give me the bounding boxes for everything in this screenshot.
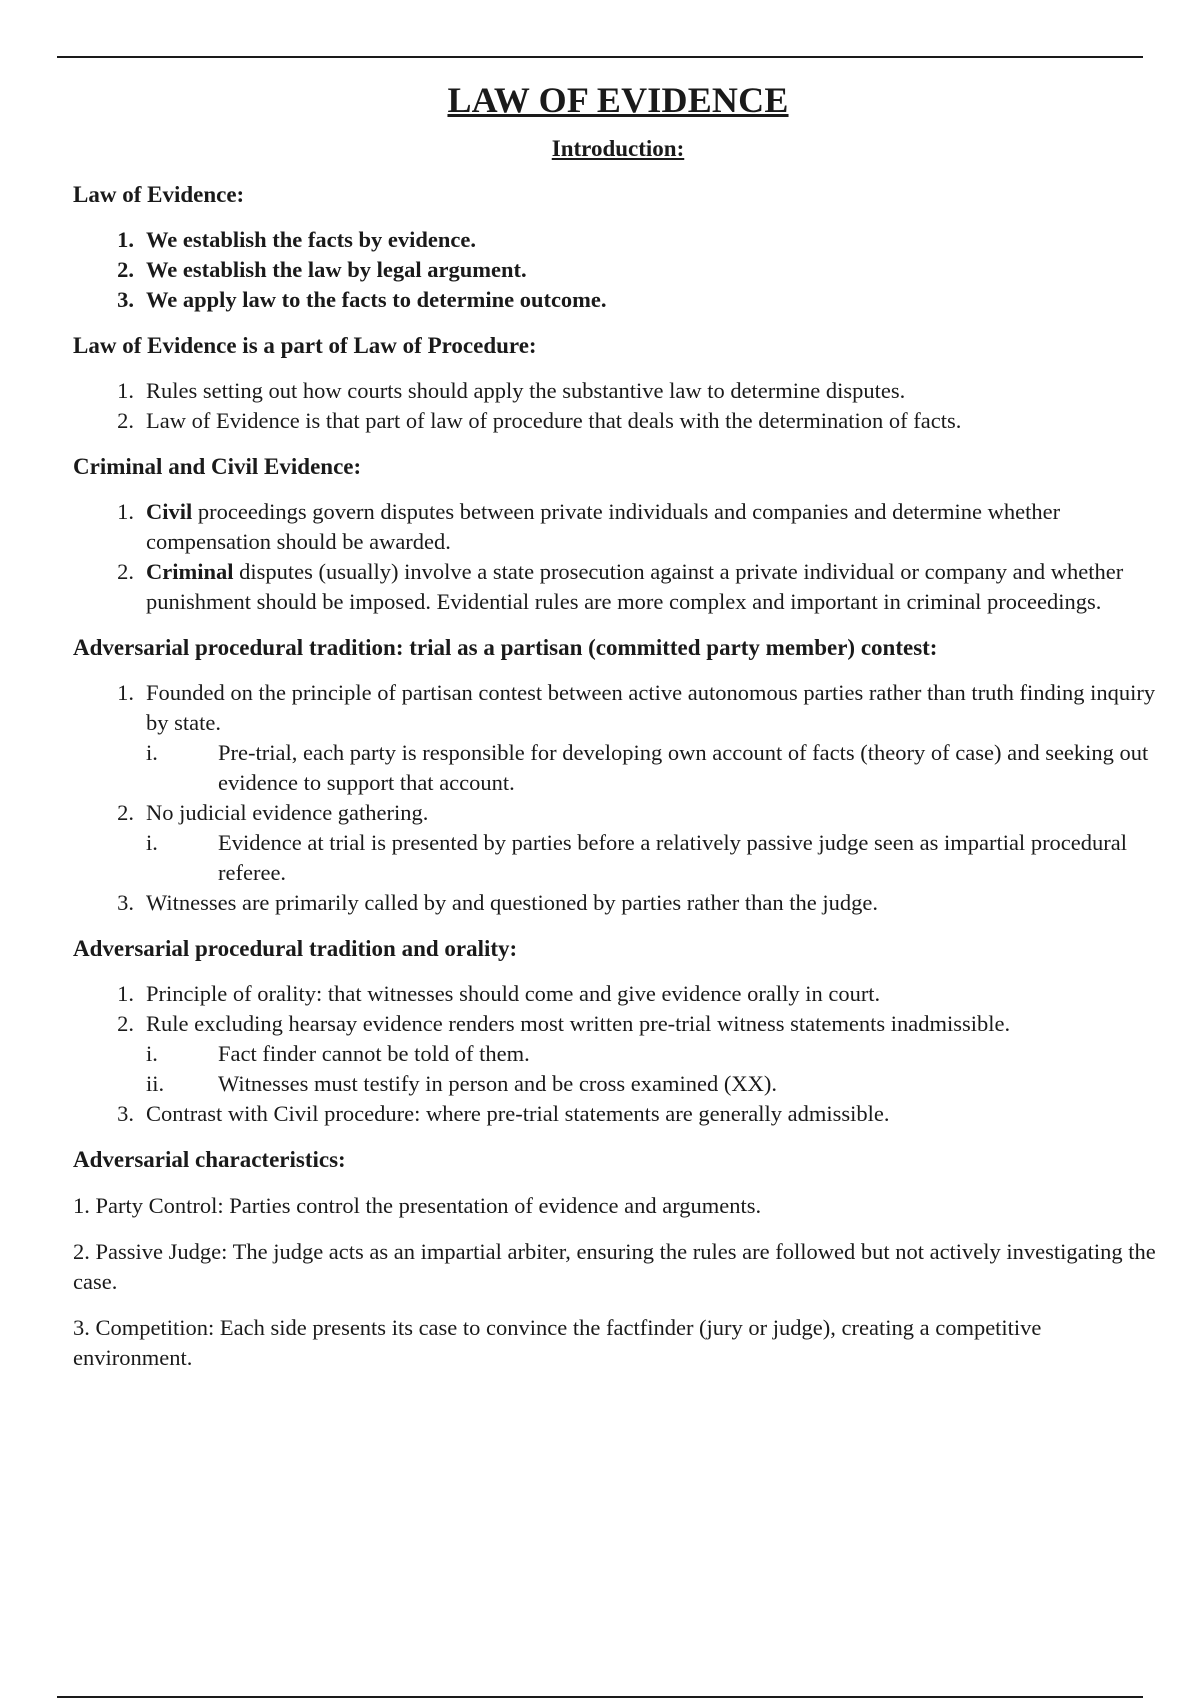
section-heading: Adversarial procedural tradition and orality: [73, 936, 518, 961]
list-item: 2. No judicial evidence gathering. [117, 800, 429, 825]
list-item: 1. We establish the facts by evidence. [117, 227, 476, 252]
sub-list-item: i. Evidence at trial is presented by parties before a relatively passive judge seen as impartial procedural referee. [146, 830, 1128, 885]
paragraph: 1. Party Control: Parties control the presentation of evidence and arguments. [73, 1193, 762, 1218]
list-item: 1. Civil proceedings govern disputes between private individuals and companies and determine whether compensation should be awarded. [117, 499, 1061, 554]
list-item: 2. Criminal disputes (usually) involve a state prosecution against a private individual or company and whether punishment should be imposed. Evidential rules are more complex and important in criminal proceedings. [117, 559, 1124, 614]
document-page [73, 70, 1163, 1373]
numbered-list [73, 497, 1163, 617]
paragraph: 2. Passive Judge: The judge acts as an impartial arbiter, ensuring the rules are followed but not actively investigating the case. [73, 1239, 1156, 1294]
sub-list-item: i. Pre-trial, each party is responsible for developing own account of facts (theory of case) and seeking out evidence to support that account. [146, 740, 1149, 795]
numbered-list [73, 225, 1163, 315]
document-subtitle: Introduction: [551, 136, 685, 161]
numbered-list [73, 678, 1163, 918]
list-item: 2. We establish the law by legal argument. [117, 257, 527, 282]
list-item: 2. Law of Evidence is that part of law of procedure that deals with the determination of facts. [117, 408, 962, 433]
section-heading: Adversarial characteristics: [73, 1147, 346, 1172]
list-item: 3. Witnesses are primarily called by and questioned by parties rather than the judge. [117, 890, 878, 915]
numbered-list [73, 376, 1163, 436]
sub-list-item: i. Fact finder cannot be told of them. [146, 1041, 530, 1066]
sub-list-item: ii. Witnesses must testify in person and be cross examined (XX). [146, 1071, 777, 1096]
document-title: LAW OF EVIDENCE [447, 80, 789, 120]
section-heading: Adversarial procedural tradition: trial as a partisan (committed party member) contest: [73, 635, 938, 660]
list-item: 1. Founded on the principle of partisan contest between active autonomous parties rather than truth finding inquiry by state. [117, 680, 1156, 735]
list-item: 1. Principle of orality: that witnesses should come and give evidence orally in court. [117, 981, 881, 1006]
paragraph: 3. Competition: Each side presents its case to convince the factfinder (jury or judge), creating a competitive environment. [73, 1315, 1042, 1370]
section-heading: Law of Evidence is a part of Law of Procedure: [73, 333, 537, 358]
list-item: 2. Rule excluding hearsay evidence renders most written pre-trial witness statements inadmissible. [117, 1011, 1011, 1036]
section-heading: Law of Evidence: [73, 182, 245, 207]
section-heading: Criminal and Civil Evidence: [73, 454, 362, 479]
bottom-rule [57, 1696, 1143, 1698]
numbered-list [73, 979, 1163, 1129]
list-item: 1. Rules setting out how courts should apply the substantive law to determine disputes. [117, 378, 906, 403]
list-item: 3. We apply law to the facts to determine outcome. [117, 287, 607, 312]
list-item: 3. Contrast with Civil procedure: where pre-trial statements are generally admissible. [117, 1101, 890, 1126]
top-rule [57, 56, 1143, 58]
